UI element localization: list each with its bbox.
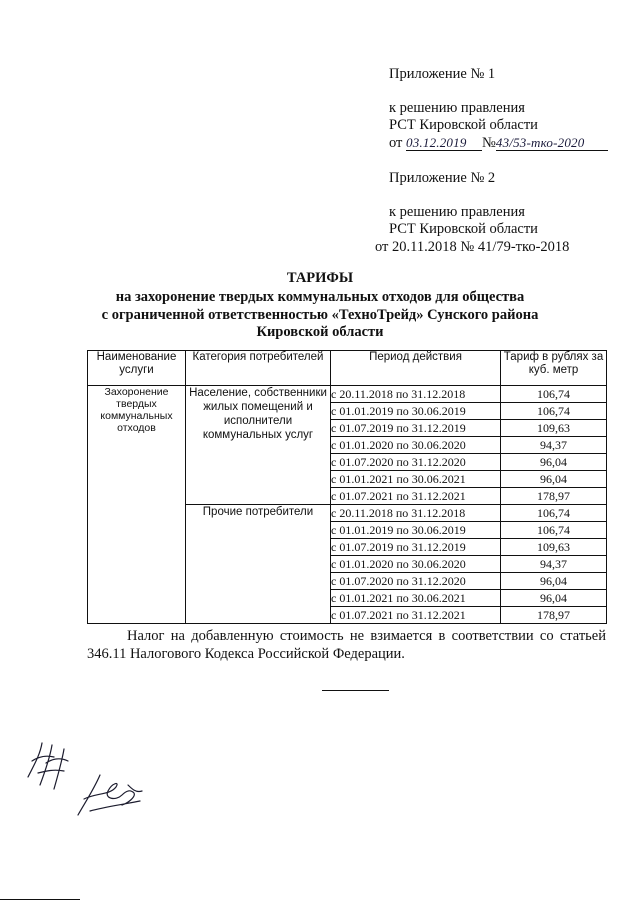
header-category: Категория потребителей [186,351,331,386]
appendix1-line3 [389,135,608,152]
doc-subtitle-line2: с ограниченной ответственностью «ТехноТрейд» Сунского района [101,307,539,323]
appendix1-line1: к решению правления [389,100,525,116]
appendix1-line2: РСТ Кировской области [389,117,538,133]
period-cell: с 01.07.2020 по 31.12.2020 [331,573,501,590]
doc-subtitle-line3: Кировской области [256,324,384,340]
header-period: Период действия [331,351,501,386]
appendix2-title: Приложение № 2 [389,170,496,186]
footer-rule [0,899,80,900]
period-cell: с 01.01.2019 по 30.06.2019 [331,522,501,539]
period-cell: с 01.01.2021 по 30.06.2021 [331,471,501,488]
tariff-cell: 94,37 [501,437,607,454]
tariff-cell: 106,74 [501,403,607,420]
appendix1-date: 03.12.2019 [406,135,467,150]
service-cell: Захоронение твердых коммунальных отходов [88,386,186,624]
category-cell: Население, собственники жилых помещений и исполнители коммунальных услуг [186,386,331,505]
period-cell: с 01.01.2020 по 30.06.2020 [331,437,501,454]
table-header-row [88,351,607,386]
tariff-cell: 106,74 [501,505,607,522]
period-cell: с 20.11.2018 по 31.12.2018 [331,386,501,403]
tariff-cell: 109,63 [501,420,607,437]
doc-title: ТАРИФЫ [286,270,354,286]
tariff-cell: 106,74 [501,386,607,403]
period-cell: с 01.07.2020 по 31.12.2020 [331,454,501,471]
tariff-table [87,350,607,624]
tax-note: Налог на добавленную стоимость не взимается в соответствии со статьей 346.11 Налогового Кодекса Российской Федерации. [87,628,606,662]
tariff-cell: 96,04 [501,590,607,607]
appendix1-number-sign: № [482,135,496,151]
category-cell: Прочие потребители [186,505,331,624]
tariff-cell: 94,37 [501,556,607,573]
appendix1-prefix: от [389,135,403,151]
period-cell: с 01.01.2020 по 30.06.2020 [331,556,501,573]
period-cell: с 01.01.2019 по 30.06.2019 [331,403,501,420]
tariff-cell: 178,97 [501,607,607,624]
official-signature [70,765,150,825]
header-tariff: Тариф в рублях за куб. метр [501,351,607,386]
period-cell: с 01.07.2019 по 31.12.2019 [331,420,501,437]
closing-separator [322,690,389,691]
tariff-cell: 106,74 [501,522,607,539]
doc-subtitle-line1: на захоронение твердых коммунальных отходов для общества [115,289,525,305]
appendix2-line2: РСТ Кировской области [389,221,538,237]
appendix1-date-field [406,136,482,151]
tariff-cell: 96,04 [501,454,607,471]
appendix1-number: 43/53-тко-2020 [495,135,585,150]
appendix2-line1: к решению правления [389,204,525,220]
appendix1-title: Приложение № 1 [389,66,496,82]
tariff-cell: 109,63 [501,539,607,556]
tariff-cell: 178,97 [501,488,607,505]
header-service: Наименование услуги [88,351,186,386]
period-cell: с 01.07.2019 по 31.12.2019 [331,539,501,556]
period-cell: с 01.07.2021 по 31.12.2021 [331,607,501,624]
table-row [88,386,607,403]
period-cell: с 01.01.2021 по 30.06.2021 [331,590,501,607]
tariff-cell: 96,04 [501,471,607,488]
appendix2-line3: от 20.11.2018 № 41/79-тко-2018 [375,239,570,255]
period-cell: с 01.07.2021 по 31.12.2021 [331,488,501,505]
tariff-cell: 96,04 [501,573,607,590]
period-cell: с 20.11.2018 по 31.12.2018 [331,505,501,522]
appendix1-number-field [496,136,608,151]
